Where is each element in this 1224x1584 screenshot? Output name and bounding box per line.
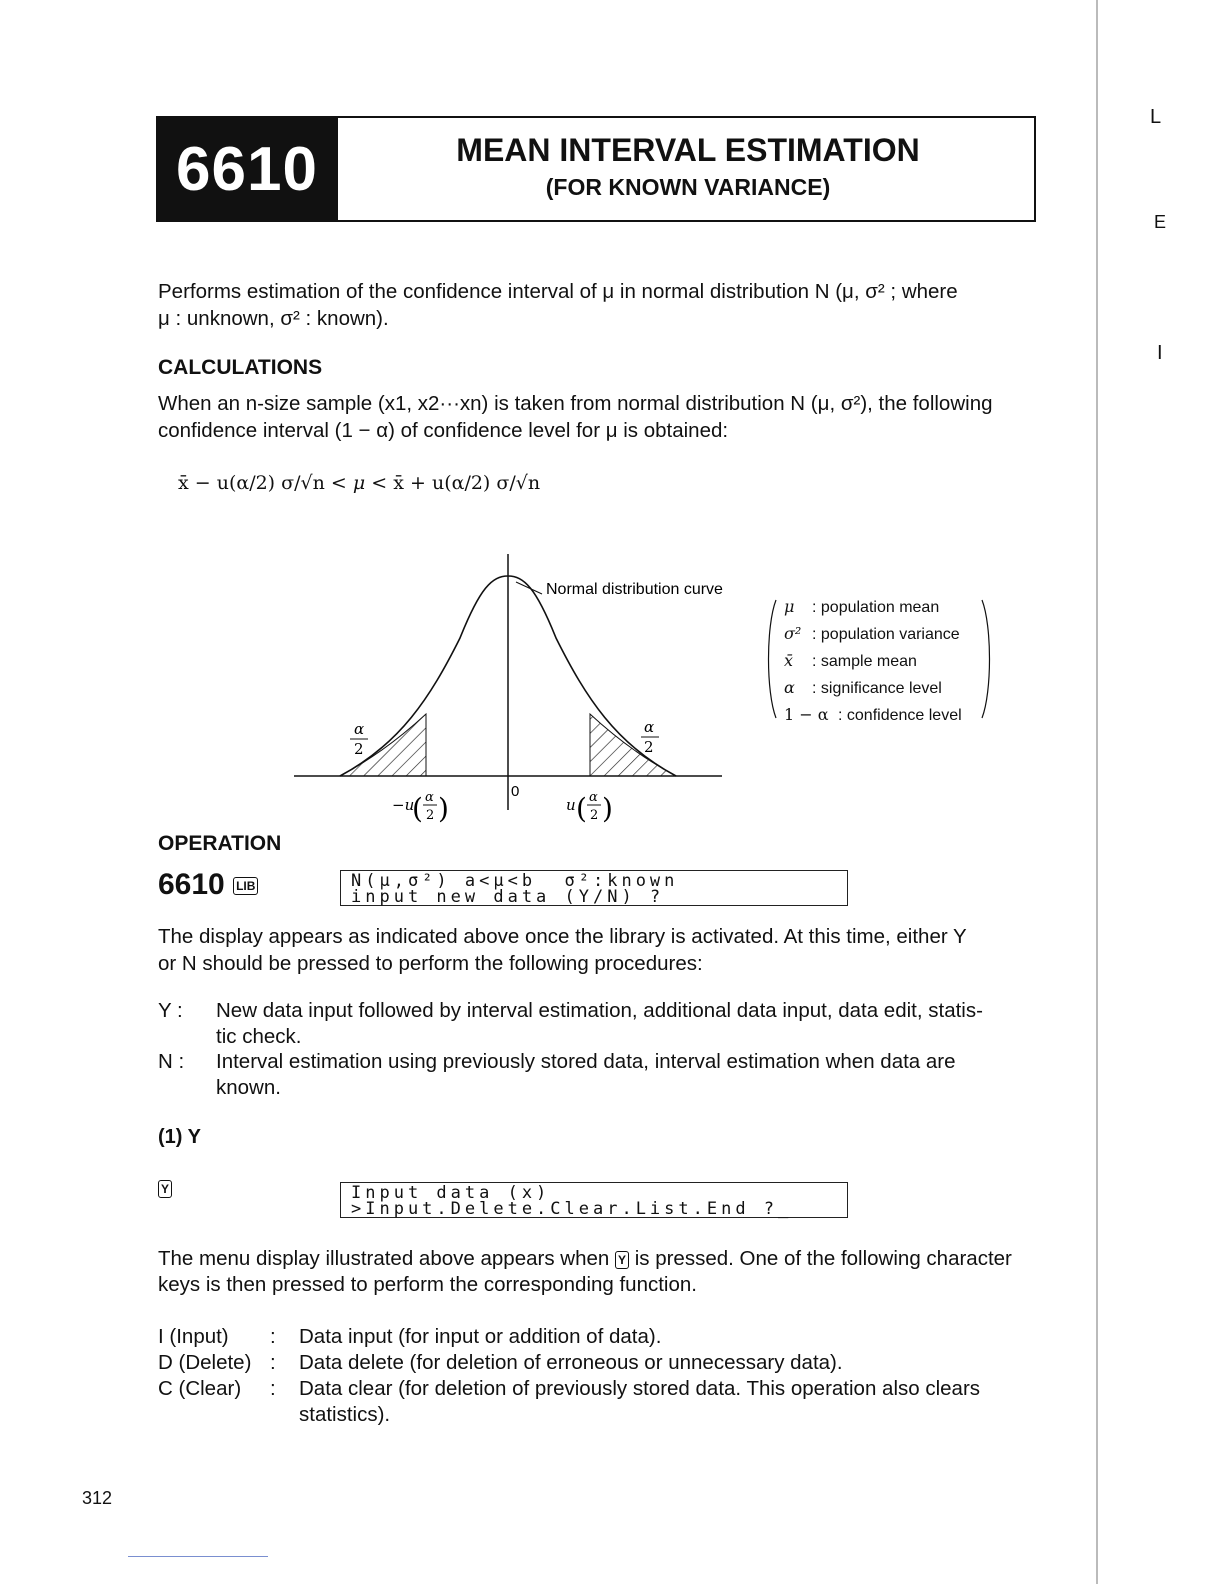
intro-line-1: Performs estimation of the confidence interval of μ in normal distribution N (μ, σ² ; where bbox=[158, 280, 958, 303]
right-two: 2 bbox=[644, 738, 654, 756]
program-number: 6610 bbox=[156, 116, 338, 222]
def-sep-clear: : bbox=[270, 1377, 276, 1400]
lib-key[interactable]: LIB bbox=[233, 877, 258, 895]
formula-mu: μ bbox=[352, 472, 366, 494]
lcd-display-1 bbox=[340, 870, 848, 906]
curve-label-pointer bbox=[516, 582, 542, 594]
normal-distribution-figure bbox=[280, 548, 760, 838]
curve-label: Normal distribution curve bbox=[546, 581, 723, 598]
intro-line-2: μ : unknown, σ² : known). bbox=[158, 307, 389, 330]
page-subtitle: (FOR KNOWN VARIANCE) bbox=[545, 174, 831, 200]
def-label-input: I (Input) bbox=[158, 1325, 229, 1348]
lcd-display-2 bbox=[340, 1182, 848, 1218]
def-text-clear-cont: statistics). bbox=[299, 1403, 391, 1426]
margin-mark-1: L bbox=[1150, 106, 1162, 128]
left-alpha: α bbox=[354, 720, 365, 738]
operation-heading: OPERATION bbox=[158, 832, 282, 855]
legend-left-bracket bbox=[769, 600, 777, 718]
confidence-interval-formula bbox=[178, 472, 540, 494]
lcd1-line-1: N(μ,σ²) a<μ<b σ²:known bbox=[351, 871, 679, 891]
operation-code bbox=[158, 868, 258, 902]
neg-u-label: −u bbox=[392, 796, 415, 814]
def-sep-input: : bbox=[270, 1325, 276, 1348]
lcd2-line-1: Input data (x) bbox=[351, 1183, 551, 1203]
neg-u-two: 2 bbox=[426, 808, 435, 823]
def-text-delete: Data delete (for deletion of erroneous or unnecessary data). bbox=[299, 1351, 843, 1374]
n-option-line-2: known. bbox=[216, 1076, 281, 1099]
origin-zero: 0 bbox=[511, 783, 520, 800]
legend-item: α : significance level bbox=[784, 678, 942, 697]
y-option-label: Y : bbox=[158, 999, 183, 1022]
pos-u-alpha: α bbox=[589, 790, 598, 805]
left-tail-area bbox=[340, 714, 426, 776]
step-key-wrap bbox=[158, 1180, 172, 1198]
page-number: 312 bbox=[82, 1488, 113, 1508]
operation-code-number: 6610 bbox=[158, 868, 225, 901]
formula-lower-bound: x̄ − u(α/2) σ/√n bbox=[178, 472, 325, 494]
left-two: 2 bbox=[354, 740, 364, 758]
calc-line-2: confidence interval (1 − α) of confidence level for μ is obtained: bbox=[158, 419, 729, 442]
op-para-2-line-1 bbox=[158, 1245, 1012, 1272]
n-option-label: N : bbox=[158, 1050, 185, 1073]
y-key[interactable]: Y bbox=[158, 1180, 172, 1198]
def-label-delete: D (Delete) bbox=[158, 1351, 252, 1374]
margin-mark-3: I bbox=[1157, 342, 1163, 364]
def-text-input: Data input (for input or addition of data). bbox=[299, 1325, 662, 1348]
neg-u-paren-close: ) bbox=[438, 792, 449, 825]
op-para-2-part-a: The menu display illustrated above appears when bbox=[158, 1247, 610, 1270]
calc-line-1: When an n-size sample (x1, x2···xn) is taken from normal distribution N (μ, σ²), the following bbox=[158, 392, 993, 415]
right-alpha: α bbox=[644, 718, 655, 736]
formula-upper-bound: x̄ + u(α/2) σ/√n bbox=[393, 472, 541, 494]
pos-u-paren-close: ) bbox=[602, 792, 613, 825]
legend-item: x̄ : sample mean bbox=[784, 651, 917, 670]
page-title: MEAN INTERVAL ESTIMATION bbox=[456, 132, 920, 168]
formula-lt-1: < bbox=[330, 472, 347, 494]
def-sep-delete: : bbox=[270, 1351, 276, 1374]
neg-u-paren-open: ( bbox=[412, 792, 423, 825]
op-para-1-line-2: or N should be pressed to perform the following procedures: bbox=[158, 952, 703, 975]
formula-lt-2: < bbox=[371, 472, 388, 494]
margin-mark-2: E bbox=[1154, 212, 1167, 232]
step-heading: (1) Y bbox=[158, 1126, 201, 1148]
op-para-2-part-b: is pressed. One of the following character bbox=[634, 1247, 1012, 1270]
legend bbox=[784, 594, 962, 729]
pos-u-two: 2 bbox=[590, 808, 599, 823]
legend-right-bracket bbox=[982, 600, 990, 718]
neg-u-alpha: α bbox=[425, 790, 434, 805]
lcd2-line-2: >Input.Delete.Clear.List.End ?_ bbox=[351, 1199, 793, 1219]
op-para-1-line-1: The display appears as indicated above once the library is activated. At this time, either Y bbox=[158, 925, 967, 948]
def-text-clear: Data clear (for deletion of previously stored data. This operation also clears bbox=[299, 1377, 981, 1400]
pos-u-paren-open: ( bbox=[576, 792, 587, 825]
inline-y-key: Y bbox=[615, 1251, 629, 1269]
legend-item: μ : population mean bbox=[784, 597, 940, 616]
legend-item: 1 − α : confidence level bbox=[784, 705, 962, 724]
calculations-heading: CALCULATIONS bbox=[158, 356, 323, 379]
op-para-2-line-2: keys is then pressed to perform the corresponding function. bbox=[158, 1273, 697, 1296]
legend-item: σ² : population variance bbox=[784, 624, 960, 643]
scan-edge-line bbox=[1096, 0, 1098, 1584]
pos-u-label: u bbox=[566, 796, 576, 814]
right-tail-area bbox=[590, 714, 676, 776]
def-label-clear: C (Clear) bbox=[158, 1377, 242, 1400]
footer-rule bbox=[128, 1556, 268, 1557]
n-option-line-1: Interval estimation using previously stored data, interval estimation when data are bbox=[216, 1050, 956, 1073]
lcd1-line-2: input new data (Y/N) ? bbox=[351, 887, 665, 907]
y-option-line-1: New data input followed by interval estimation, additional data input, data edit, statis- bbox=[216, 999, 983, 1022]
y-option-line-2: tic check. bbox=[216, 1025, 302, 1048]
